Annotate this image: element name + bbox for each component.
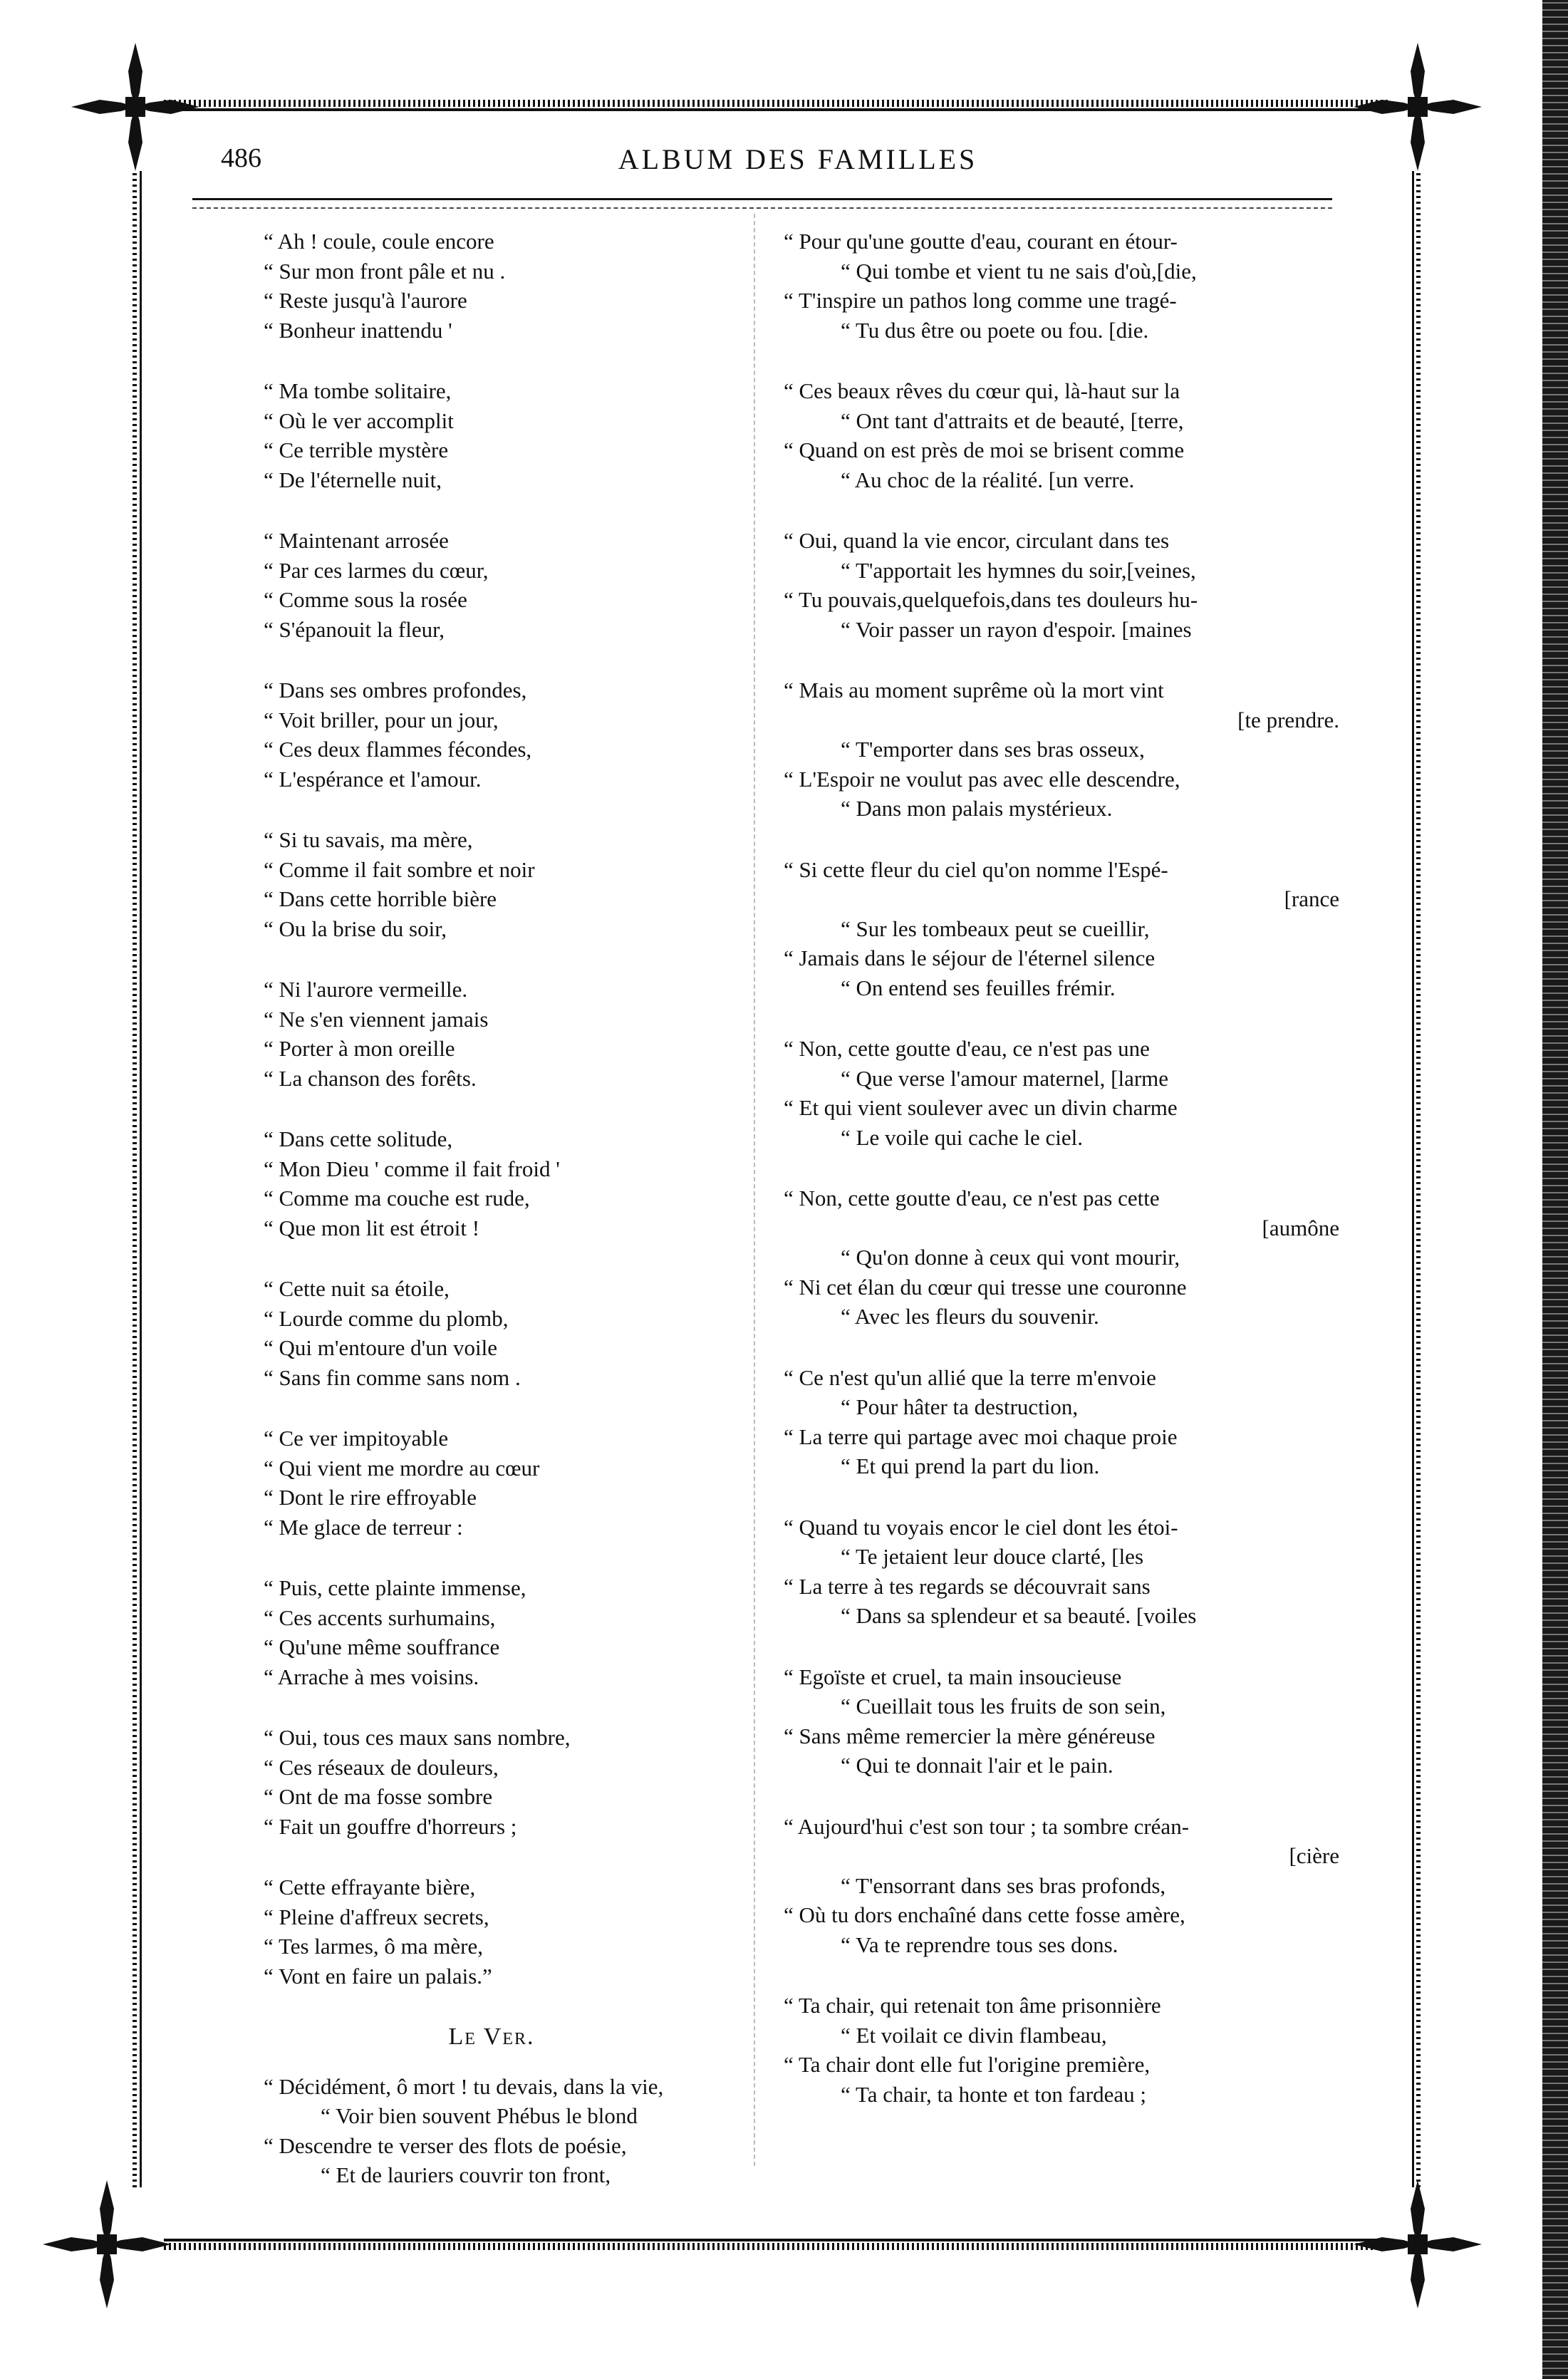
verse-line: “ Ce n'est qu'un allié que la terre m'envoie	[784, 1364, 1156, 1390]
verse-line: “ La terre à tes regards se découvrait sans	[784, 1573, 1151, 1599]
verse-line: “ Jamais dans le séjour de l'éternel silence	[784, 945, 1156, 970]
stanza	[784, 1183, 1339, 1332]
verse-line: “ Pour qu'une goutte d'eau, courant en étour-	[784, 229, 1178, 254]
verse-line: “ Cette effrayante bière,	[264, 1875, 476, 1899]
verse-line: “ Où tu dors enchaîné dans cette fosse amère,	[784, 1902, 1185, 1927]
verse-line: “ Cueillait tous les fruits de son sein,	[841, 1694, 1166, 1719]
stanza	[784, 1662, 1339, 1781]
verse-line: “ Comme il fait sombre et noir	[264, 856, 535, 882]
verse-line: “ La chanson des forêts.	[264, 1065, 477, 1091]
stanza	[784, 526, 1339, 644]
verse-line: “ Et voilait ce divin flambeau,	[841, 2022, 1107, 2048]
stanza	[784, 855, 1339, 1003]
verse-line: “ Ta chair dont elle fut l'origine première,	[784, 2052, 1151, 2077]
verse-line: “ Dans cette solitude,	[264, 1126, 453, 1151]
left-column	[264, 227, 720, 2190]
verse-line: “ Décidément, ô mort ! tu devais, dans la vie,	[264, 2073, 664, 2099]
verse-line: “ Où le ver accomplit	[264, 408, 454, 433]
stanza	[264, 975, 720, 1093]
stanza	[264, 227, 720, 345]
verse-line: “ L'Espoir ne voulut pas avec elle descendre,	[784, 766, 1180, 792]
verse-line: “ Bonheur inattendu '	[264, 317, 452, 343]
verse-line: “ Qui vient me mordre au cœur	[264, 1455, 540, 1481]
verse-line: “ Dans ses ombres profondes,	[264, 678, 527, 703]
verse-line: “ Ni cet élan du cœur qui tresse une couronne	[784, 1274, 1187, 1300]
left-border-rule	[133, 171, 137, 2187]
right-column	[784, 227, 1339, 2140]
verse-line: “ Ces deux flammes fécondes,	[264, 737, 532, 762]
verse-line: “ Tes larmes, ô ma mère,	[264, 1934, 484, 1959]
stanza	[264, 1723, 720, 1841]
verse-line: “ Ont de ma fosse sombre	[264, 1784, 493, 1809]
verse-line: “ Et de lauriers couvrir ton front,	[321, 2162, 611, 2187]
verse-line: “ Qu'une même souffrance	[264, 1634, 500, 1659]
verse-line: “ Que mon lit est étroit !	[264, 1215, 480, 1240]
verse-line: “ Aujourd'hui c'est son tour ; ta sombre créan-	[784, 1813, 1190, 1839]
verse-line: “ Au choc de la réalité. [un verre.	[841, 467, 1135, 492]
left-stanzas	[264, 227, 720, 1991]
verse-line: “ Qui tombe et vient tu ne sais d'où,[die,	[841, 258, 1197, 284]
verse-line: “ Te jetaient leur douce clarté, [les	[841, 1544, 1144, 1569]
bottom-border-line	[164, 2239, 1389, 2241]
verse-line: “ S'épanouit la fleur,	[264, 616, 445, 642]
verse-line: [aumône	[1262, 1215, 1339, 1240]
verse-line: “ Comme ma couche est rude,	[264, 1186, 530, 1211]
verse-line: “ Si cette fleur du ciel qu'on nomme l'Espé-	[784, 856, 1168, 882]
top-border-rule	[164, 100, 1389, 107]
final-stanza	[264, 2072, 720, 2190]
verse-line: “ Quand on est près de moi se brisent comme	[784, 437, 1185, 462]
verse-line: “ Ne s'en viennent jamais	[264, 1006, 489, 1032]
section-title: Le Ver.	[448, 2023, 535, 2050]
stanza	[264, 526, 720, 644]
verse-line: “ Ces réseaux de douleurs,	[264, 1754, 499, 1780]
stanza	[264, 376, 720, 494]
stanza	[784, 376, 1339, 494]
stanza	[264, 1573, 720, 1691]
verse-line: “ Maintenant arrosée	[264, 528, 449, 553]
stanza	[784, 227, 1339, 345]
verse-line: “ Dans mon palais mystérieux.	[841, 796, 1113, 821]
right-border-rule	[1416, 171, 1421, 2187]
verse-line: “ Descendre te verser des flots de poésie,	[264, 2132, 627, 2158]
stanza	[784, 1812, 1339, 1960]
stanza	[784, 1991, 1339, 2109]
verse-line: “ La terre qui partage avec moi chaque proie	[784, 1424, 1178, 1449]
left-border-line	[140, 171, 142, 2187]
scanned-page-edge	[1542, 0, 1568, 2379]
stanza	[784, 1363, 1339, 1481]
verse-line: “ Egoïste et cruel, ta main insoucieuse	[784, 1664, 1122, 1689]
stanza	[784, 675, 1339, 824]
verse-line: “ Ma tombe solitaire,	[264, 378, 452, 403]
verse-line: “ Vont en faire un palais.”	[264, 1963, 492, 1989]
verse-line: “ Cette nuit sa étoile,	[264, 1276, 450, 1301]
verse-line: “ Ces accents surhumains,	[264, 1605, 496, 1630]
stanza	[264, 825, 720, 943]
stanza	[784, 1034, 1339, 1152]
verse-line: “ Si tu savais, ma mère,	[264, 827, 473, 852]
verse-line: “ Fait un gouffre d'horreurs ;	[264, 1813, 517, 1839]
verse-line: “ Par ces larmes du cœur,	[264, 557, 489, 583]
verse-line: “ Ta chair, ta honte et ton fardeau ;	[841, 2081, 1146, 2107]
verse-line: “ De l'éternelle nuit,	[264, 467, 442, 492]
verse-line: “ Qui m'entoure d'un voile	[264, 1335, 497, 1360]
stanza	[264, 1872, 720, 1991]
verse-line: “ L'espérance et l'amour.	[264, 766, 482, 792]
verse-line: “ T'apportait les hymnes du soir,[veines,	[841, 557, 1196, 583]
verse-line: “ Lourde comme du plomb,	[264, 1305, 509, 1331]
running-title: ALBUM DES FAMILLES	[618, 143, 978, 175]
verse-line: “ Tu pouvais,quelquefois,dans tes douleurs hu-	[784, 587, 1198, 612]
verse-line: “ Comme sous la rosée	[264, 587, 467, 612]
verse-line: “ Voir bien souvent Phébus le blond	[321, 2103, 638, 2128]
verse-line: “ Avec les fleurs du souvenir.	[841, 1304, 1099, 1329]
verse-line: “ Tu dus être ou poete ou fou. [die.	[841, 317, 1149, 343]
verse-line: “ Ce terrible mystère	[264, 437, 449, 462]
ornament-bottom-right-icon	[1354, 2180, 1482, 2308]
verse-line: [cière	[1289, 1843, 1339, 1868]
verse-line: “ T'inspire un pathos long comme une tragé-	[784, 288, 1177, 313]
verse-line: “ Et qui prend la part du lion.	[841, 1453, 1100, 1478]
verse-line: “ Oui, tous ces maux sans nombre,	[264, 1725, 571, 1750]
verse-line: “ Que verse l'amour maternel, [larme	[841, 1065, 1169, 1091]
verse-line: “ Pour hâter ta destruction,	[841, 1394, 1079, 1419]
verse-line: “ Quand tu voyais encor le ciel dont les étoi-	[784, 1514, 1178, 1540]
verse-line: “ T'emporter dans ses bras osseux,	[841, 737, 1145, 762]
verse-line: “ Dans sa splendeur et sa beauté. [voiles	[841, 1603, 1197, 1628]
verse-line: “ Oui, quand la vie encor, circulant dans tes	[784, 528, 1170, 553]
verse-line: “ Voir passer un rayon d'espoir. [maines	[841, 616, 1192, 642]
verse-line: “ Reste jusqu'à l'aurore	[264, 288, 467, 313]
column-divider	[754, 214, 755, 2166]
page-number: 486	[221, 143, 261, 173]
verse-line: “ Sans même remercier la mère généreuse	[784, 1723, 1156, 1748]
stanza	[264, 675, 720, 794]
verse-line: “ Et qui vient soulever avec un divin charme	[784, 1095, 1178, 1120]
verse-line: “ Mais au moment suprême où la mort vint	[784, 678, 1164, 703]
verse-line: “ Sur mon front pâle et nu .	[264, 258, 506, 284]
right-border-line	[1412, 171, 1414, 2187]
verse-line: [te prendre.	[1237, 707, 1339, 732]
verse-line: “ Me glace de terreur :	[264, 1514, 463, 1540]
verse-line: “ Sans fin comme sans nom .	[264, 1364, 521, 1390]
verse-line: “ Ta chair, qui retenait ton âme prisonnière	[784, 1993, 1161, 2018]
verse-line: “ Qu'on donne à ceux qui vont mourir,	[841, 1245, 1180, 1270]
verse-line: “ Ah ! coule, coule encore	[264, 229, 494, 254]
verse-line: “ Ces beaux rêves du cœur qui, là-haut sur la	[784, 378, 1180, 403]
verse-line: “ Non, cette goutte d'eau, ce n'est pas cette	[784, 1186, 1160, 1211]
page-header	[214, 142, 1382, 185]
ornament-top-left-icon	[71, 43, 199, 171]
verse-line: “ Dont le rire effroyable	[264, 1485, 477, 1510]
ornament-bottom-left-icon	[43, 2180, 171, 2308]
stanza	[264, 1124, 720, 1243]
stanza	[264, 1424, 720, 1542]
verse-line: “ Le voile qui cache le ciel.	[841, 1124, 1083, 1150]
verse-line: “ Qui te donnait l'air et le pain.	[841, 1753, 1113, 1778]
verse-line: “ Va te reprendre tous ses dons.	[841, 1932, 1118, 1957]
verse-line: “ On entend ses feuilles frémir.	[841, 975, 1116, 1000]
verse-line: “ Puis, cette plainte immense,	[264, 1575, 526, 1600]
right-stanzas	[784, 227, 1339, 2109]
stanza	[784, 1513, 1339, 1631]
bottom-border-rule	[164, 2243, 1389, 2250]
verse-line: “ Dans cette horrible bière	[264, 886, 497, 911]
verse-line: “ Ce ver impitoyable	[264, 1426, 449, 1451]
top-border-line	[164, 108, 1389, 111]
verse-line: “ Ont tant d'attraits et de beauté, [terre,	[841, 408, 1184, 433]
verse-line: [rance	[1284, 886, 1339, 911]
verse-line: “ Ni l'aurore vermeille.	[264, 977, 468, 1002]
verse-line: “ Non, cette goutte d'eau, ce n'est pas une	[784, 1036, 1150, 1061]
verse-line: “ Voit briller, pour un jour,	[264, 707, 499, 732]
verse-line: “ Sur les tombeaux peut se cueillir,	[841, 916, 1150, 941]
verse-line: “ Arrache à mes voisins.	[264, 1664, 479, 1689]
verse-line: “ Mon Dieu ' comme il fait froid '	[264, 1156, 560, 1181]
verse-line: “ T'ensorrant dans ses bras profonds,	[841, 1872, 1166, 1898]
verse-line: “ Ou la brise du soir,	[264, 916, 447, 941]
stanza	[264, 1274, 720, 1392]
verse-line: “ Porter à mon oreille	[264, 1036, 455, 1061]
header-rule	[192, 198, 1332, 209]
verse-line: “ Pleine d'affreux secrets,	[264, 1904, 489, 1929]
